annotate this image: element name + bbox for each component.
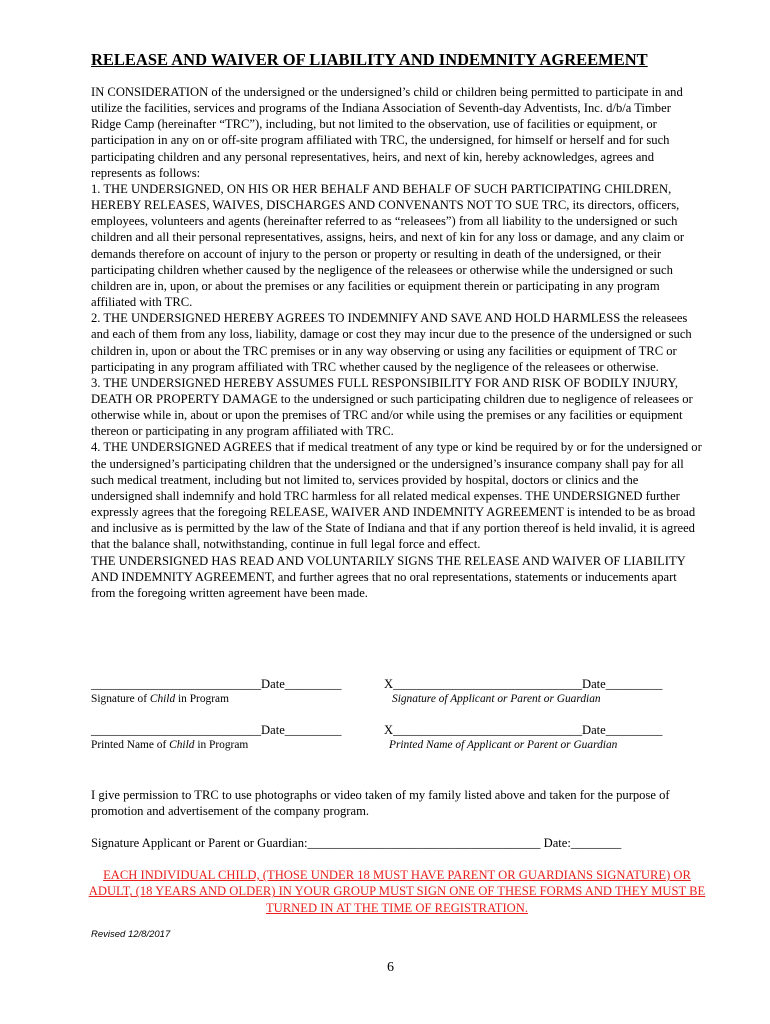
guardian-signature-line[interactable]: Signature Applicant or Parent or Guardian:_____________________________________ Date:________: [91, 836, 622, 850]
photo-permission-statement: I give permission to TRC to use photographs or video taken of my family listed above and taken for the purpose of promotion and advertisement of the company program.: [91, 788, 670, 818]
clause-2-indemnify: 2. THE UNDERSIGNED HEREBY AGREES TO INDEMNIFY AND SAVE AND HOLD HARMLESS the releasees and each of them from any loss, liability, damage or cost they may incur due to the presence of the undersigned or such children in, upon or about the TRC premises or in any way observing or using any facilities or equipment of TRC or participating in any program affiliated with TRC whether caused by the negligence of the releasees or otherwise.: [91, 311, 692, 374]
acknowledgement-paragraph: THE UNDERSIGNED HAS READ AND VOLUNTARILY SIGNS THE RELEASE AND WAIVER OF LIABILITY AND INDEMNITY AGREEMENT, and further agrees that no oral representations, statements or inducements apart from the foregoing written agreement have been made.: [91, 553, 686, 600]
child-printed-name-caption: [91, 739, 248, 751]
parent-signature-line[interactable]: X______________________________Date_________: [384, 677, 663, 691]
clause-1-release: 1. THE UNDERSIGNED, ON HIS OR HER BEHALF AND BEHALF OF SUCH PARTICIPATING CHILDREN, HEREBY RELEASES, WAIVES, DISCHARGES AND CONVENANTS NOT TO SUE TRC, its directors, officers, employees, volunteers and agents (hereinafter referred to as “releasees”) from all liability to the undersigned or such children and all their personal representatives, assigns, heirs, and next of kin for any loss or damage, and any claim or demands therefore on account of injury to the person or property or resulting in death of the undersigned, or their participating children whether caused by the negligence of the releasees or otherwise while the undersigned or such children are in, upon, or about the premises or any facilities or equipment therein or participating in any program affiliated with TRC.: [91, 181, 685, 310]
caption-text-italic: Child: [169, 739, 195, 751]
parent-printed-name-caption: Printed Name of Applicant or Parent or Guardian: [389, 739, 618, 751]
parent-signature-caption: Signature of Applicant or Parent or Guardian: [392, 693, 601, 705]
registration-notice: EACH INDIVIDUAL CHILD, (THOSE UNDER 18 MUST HAVE PARENT OR GUARDIANS SIGNATURE) OR ADULT, (18 YEARS AND OLDER) IN YOUR GROUP MUST SIGN ONE OF THESE FORMS AND THEY MUST BE TURNED IN AT THE TIME OF REGISTRATION.: [88, 868, 706, 915]
child-signature-caption: [91, 693, 229, 705]
consideration-paragraph: IN CONSIDERATION of the undersigned or the undersigned’s child or children being permitted to participate in and utilize the facilities, services and programs of the Indiana Association of Seventh-day Adventists, Inc. d/b/a Timber Ridge Camp (hereinafter “TRC”), including, but not limited to the observation, use of facilities or equipment, or participation in any on or off-site program affiliated with TRC, the undersigned, for himself or herself and for such participating children and any personal representatives, heirs, and next of kin, hereby acknowledges, agrees and represents as follows:: [91, 85, 683, 180]
child-signature-line[interactable]: ___________________________Date_________: [91, 677, 342, 691]
parent-printed-name-line[interactable]: X______________________________Date_________: [384, 723, 663, 737]
caption-text: in Program: [175, 693, 229, 705]
caption-text: Signature of: [91, 693, 150, 705]
page-number: 6: [387, 960, 394, 975]
document-title: RELEASE AND WAIVER OF LIABILITY AND INDEMNITY AGREEMENT: [91, 50, 648, 69]
caption-text: in Program: [194, 739, 249, 751]
clause-4-medical: 4. THE UNDERSIGNED AGREES that if medical treatment of any type or kind be required by or for the undersigned or the undersigned’s participating children that the undersigned or the undersigned’s insurance company shall pay for all such medical treatment, including but not limited to, services provided by hospital, doctors or clinics and the undersigned shall indemnify and hold TRC harmless for all related medical expenses. THE UNDERSIGNED further expressly agrees that the foregoing RELEASE, WAIVER AND INDEMNITY AGREEMENT is intended to be as broad and inclusive as is permitted by the law of the State of Indiana and that if any portion thereof is held invalid, it is agreed that the balance shall, notwithstanding, continue in full legal force and effect.: [91, 440, 702, 552]
child-printed-name-line[interactable]: ___________________________Date_________: [91, 723, 342, 737]
clause-3-assume-risk: 3. THE UNDERSIGNED HEREBY ASSUMES FULL RESPONSIBILITY FOR AND RISK OF BODILY INJURY, DEATH OR PROPERTY DAMAGE to the undersigned or such participating children due to negligence of releasees or otherwise while in, about or upon the premises of TRC and/or while using the premises or any facilities or equipment thereon or participating in any program affiliated with TRC.: [91, 375, 693, 439]
revision-date: Revised 12/8/2017: [91, 929, 171, 940]
caption-text: Printed Name of: [91, 739, 170, 751]
caption-text-italic: Child: [149, 693, 176, 705]
agreement-body: [91, 84, 703, 601]
